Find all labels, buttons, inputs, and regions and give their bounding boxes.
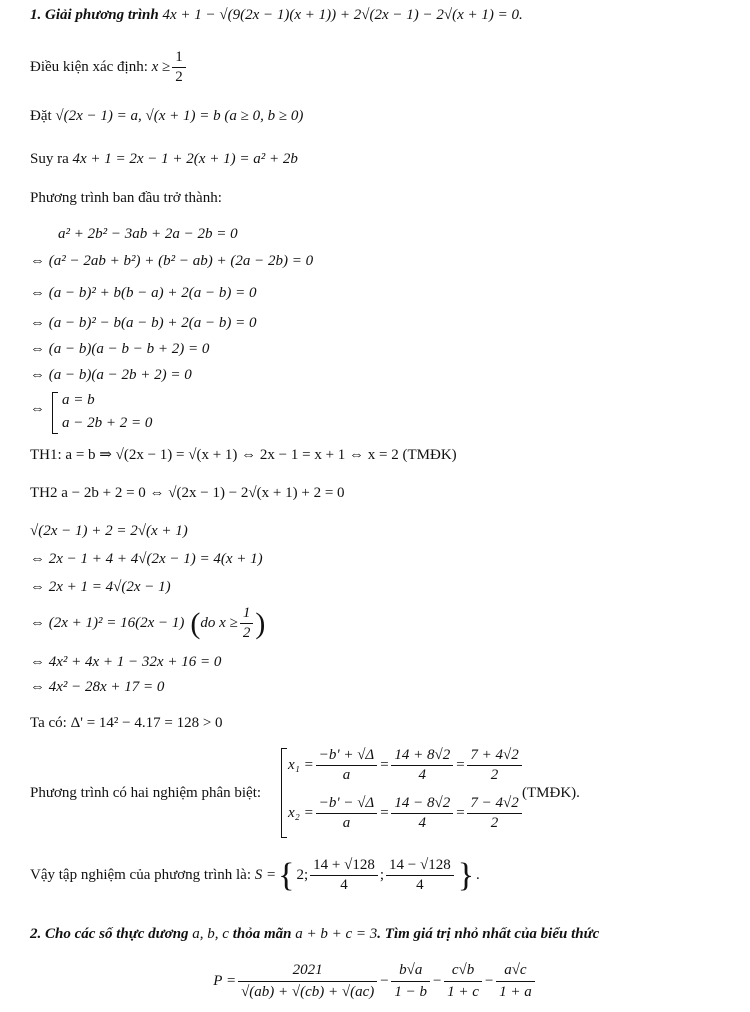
step-line: ⇔ (a − b)(a − b − b + 2) = 0	[30, 341, 210, 357]
expr-frac1	[238, 962, 377, 1001]
step-line: ⇔ (a − b)² − b(a − b) + 2(a − b) = 0	[30, 315, 257, 331]
expr-frac4-den: 1 + a	[499, 984, 532, 1000]
square-step-eq: ⇔ (2x + 1)² = 16(2x − 1)	[30, 615, 185, 631]
x1-frac3-den: 2	[490, 767, 499, 783]
x2-frac3-num: 7 − 4√2	[467, 796, 521, 814]
square-step-line	[30, 606, 265, 641]
split-row2: a − 2b + 2 = 0	[62, 415, 153, 431]
expr-minus: −	[483, 973, 495, 989]
root-x1	[288, 748, 524, 783]
square-step-num: 1	[240, 606, 254, 624]
x2-eq: =	[379, 805, 390, 821]
expr-lhs: P =	[213, 973, 237, 989]
x1-eq: =	[379, 757, 390, 773]
roots-label: Phương trình có hai nghiệm phân biệt:	[30, 785, 262, 801]
square-step-fraction	[240, 606, 254, 641]
x1-frac2-num: 14 + 8√2	[391, 748, 453, 766]
substitution-label: Đặt	[30, 108, 52, 124]
case2-step: ⇔ 2x + 1 = 4√(2x − 1)	[30, 579, 171, 595]
root-x2	[288, 796, 524, 831]
solution-frac1	[310, 858, 378, 893]
set-close-brace: }	[457, 856, 475, 894]
substitution-eq: √(2x − 1) = a, √(x + 1) = b (a ≥ 0, b ≥ 0)	[55, 108, 304, 124]
step-line: a² + 2b² − 3ab + 2a − 2b = 0	[58, 226, 238, 242]
condition-fraction	[172, 50, 186, 85]
part2-text-c: . Tìm giá trị nhỏ nhất của biểu thức	[377, 926, 600, 942]
step-line: ⇔ (a² − 2ab + b²) + (b² − ab) + (2a − 2b) = 0	[30, 253, 314, 269]
expr-frac4	[496, 962, 535, 1001]
derive-eq: 4x + 1 = 2x − 1 + 2(x + 1) = a² + 2b	[72, 151, 298, 167]
expr-minus: −	[432, 973, 443, 989]
part2-text-b: thỏa mãn	[232, 926, 292, 942]
solution-frac2	[386, 858, 454, 893]
expr-frac2-num: b√a	[391, 962, 430, 982]
derive-label: Suy ra	[30, 151, 69, 167]
condition-line	[30, 50, 188, 85]
case2-tail: ⇔ 4x² + 4x + 1 − 32x + 16 = 0	[30, 654, 222, 670]
x2-frac2-num: 14 − 8√2	[391, 796, 453, 814]
split-arrow: ⇔	[30, 401, 45, 417]
x1-frac3	[467, 748, 521, 783]
x2-frac1-num: −b' − √Δ	[316, 796, 378, 814]
part2-text-a: 2. Cho các số thực dương	[30, 926, 189, 942]
x2-frac3	[467, 796, 521, 831]
solution-frac2-num: 14 − √128	[386, 858, 454, 876]
part2-title	[30, 927, 599, 942]
delta-line: Ta có: Δ' = 14² − 4.17 = 128 > 0	[30, 715, 223, 731]
case2-step: ⇔ 2x − 1 + 4 + 4√(2x − 1) = 4(x + 1)	[30, 551, 263, 567]
expr-frac3-num: c√b	[444, 962, 482, 982]
solution-end: .	[476, 867, 480, 883]
case2-step: √(2x − 1) + 2 = 2√(x + 1)	[30, 523, 188, 539]
expr-frac3-den: 1 + c	[447, 984, 479, 1000]
expr-frac3	[444, 962, 482, 1001]
x2-frac1-den: a	[342, 815, 351, 831]
x2-eq: =	[455, 805, 466, 821]
condition-num: 1	[172, 50, 186, 68]
substitution-line	[30, 109, 303, 124]
becomes-text: Phương trình ban đầu trở thành:	[30, 190, 222, 206]
note-close-paren: )	[255, 606, 266, 640]
condition-label: Điều kiện xác định:	[30, 59, 148, 75]
x2-frac2-den: 4	[418, 815, 427, 831]
x1-frac3-num: 7 + 4√2	[467, 748, 521, 766]
square-step-note: do x ≥	[200, 615, 238, 631]
set-open-brace: {	[278, 856, 295, 894]
x1-frac1	[316, 748, 378, 783]
roots-note: (TMĐK).	[522, 785, 580, 801]
expr-minus: −	[379, 973, 390, 989]
solution-frac1-num: 14 + √128	[310, 858, 378, 876]
solution-first: 2;	[296, 867, 309, 883]
expression-line	[0, 962, 750, 1001]
solution-frac2-den: 4	[416, 877, 424, 893]
expr-frac2-den: 1 − b	[394, 984, 428, 1000]
solution-set-label: Vậy tập nghiệm của phương trình là:	[30, 867, 252, 883]
solution-set-lhs: S =	[254, 867, 277, 883]
x2-lhs: x₂ =	[288, 805, 314, 821]
solution-frac1-den: 4	[340, 877, 348, 893]
roots-bracket	[281, 748, 287, 838]
x1-frac1-num: −b' + √Δ	[316, 748, 378, 766]
x1-eq: =	[455, 757, 466, 773]
part1-title-label: 1. Giải phương trình	[30, 7, 159, 23]
step-line: ⇔ (a − b)² + b(b − a) + 2(a − b) = 0	[30, 285, 257, 301]
split-bracket	[52, 392, 58, 434]
x1-frac2-den: 4	[418, 767, 427, 783]
part2-vars: a, b, c	[192, 926, 229, 942]
expr-frac4-num: a√c	[496, 962, 535, 982]
condition-den: 2	[175, 69, 183, 85]
case2-tail: ⇔ 4x² − 28x + 17 = 0	[30, 679, 165, 695]
derive-line	[30, 152, 298, 167]
solution-sep: ;	[379, 867, 385, 883]
x1-frac2	[391, 748, 453, 783]
x2-frac2	[391, 796, 453, 831]
expr-frac1-num: 2021	[238, 962, 377, 982]
x1-lhs: x₁ =	[288, 757, 314, 773]
solution-set-line	[30, 858, 480, 893]
x2-frac1	[316, 796, 378, 831]
case1-line: TH1: a = b ⇒ √(2x − 1) = √(x + 1) ⇔ 2x − 1 = x + 1 ⇔ x = 2 (TMĐK)	[30, 447, 457, 463]
part2-cond: a + b + c = 3	[295, 926, 378, 942]
condition-lhs: x ≥	[151, 59, 171, 75]
step-line: ⇔ (a − b)(a − 2b + 2) = 0	[30, 367, 192, 383]
x2-frac3-den: 2	[490, 815, 499, 831]
square-step-den: 2	[242, 625, 251, 641]
expr-frac2	[391, 962, 430, 1001]
note-open-paren: (	[190, 606, 201, 640]
case2-line: TH2 a − 2b + 2 = 0 ⇔ √(2x − 1) − 2√(x + 1) + 2 = 0	[30, 485, 345, 501]
part1-title	[30, 8, 523, 23]
split-row1: a = b	[62, 392, 95, 408]
part1-equation: 4x + 1 − √(9(2x − 1)(x + 1)) + 2√(2x − 1) − 2√(x + 1) = 0.	[162, 7, 523, 23]
expr-frac1-den: √(ab) + √(cb) + √(ac)	[241, 984, 375, 1000]
x1-frac1-den: a	[342, 767, 351, 783]
